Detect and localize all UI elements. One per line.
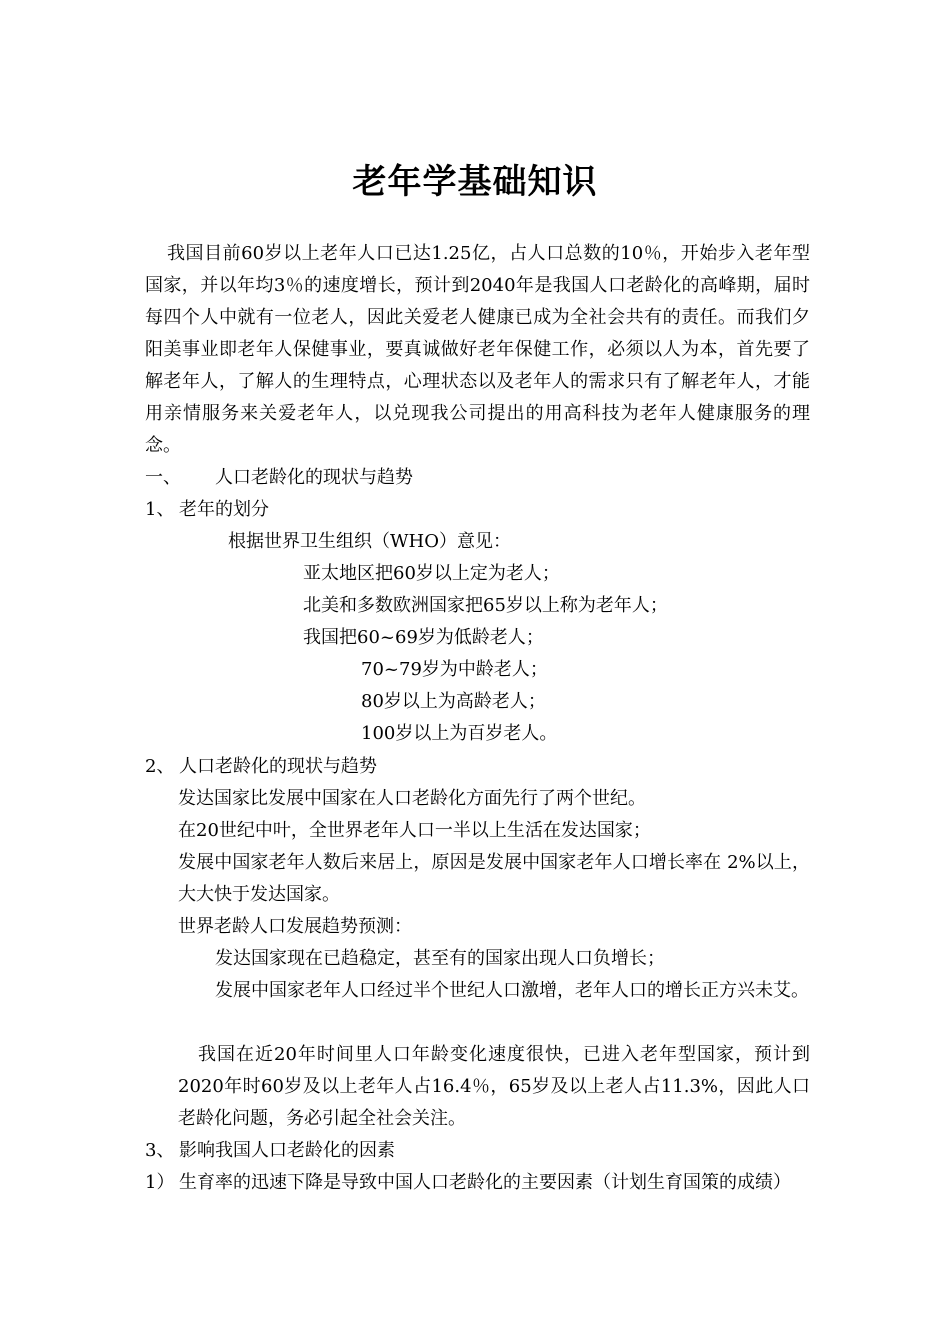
age-line: 北美和多数欧洲国家把65岁以上称为老年人；: [303, 595, 668, 616]
factor-number: 1）: [145, 1172, 175, 1193]
who-lead: 根据世界卫生组织（WHO）意见：: [228, 531, 511, 552]
section-number: 一、: [145, 467, 181, 488]
trend-paragraph: 发展中国家老年人数后来居上，原因是发展中国家老年人口增长率在 2%以上，大大快于发达国家。: [178, 852, 810, 905]
item-heading-2: [145, 751, 377, 783]
item-title: 老年的划分: [179, 499, 269, 520]
forecast-line: 发达国家现在已趋稳定，甚至有的国家出现人口负增长；: [215, 948, 665, 969]
section-heading-1: [145, 462, 413, 494]
trend-paragraph: 在20世纪中叶，全世界老年人口一半以上生活在发达国家；: [178, 820, 651, 841]
age-line: 我国把60~69岁为低龄老人；: [303, 627, 544, 648]
age-subline: 100岁以上为百岁老人。: [361, 723, 558, 744]
item-title: 影响我国人口老龄化的因素: [179, 1140, 395, 1161]
china-paragraph: 我国在近20年时间里人口年龄变化速度很快，已进入老年型国家，预计到2020年时60岁及以上老年人占16.4％，65岁及以上老人占11.3%，因此人口老龄化问题，务必引起全社会关注。: [178, 1044, 810, 1129]
item-number: 1、: [145, 499, 175, 520]
age-subline: 70~79岁为中龄老人；: [361, 659, 548, 680]
item-heading-3: [145, 1135, 395, 1167]
age-line: 亚太地区把60岁以上定为老人；: [303, 563, 560, 584]
age-subline: 80岁以上为高龄老人；: [361, 691, 546, 712]
factor-item-1: [145, 1167, 810, 1199]
page-title: 老年学基础知识: [352, 162, 598, 202]
trend-paragraph: 发达国家比发展中国家在人口老龄化方面先行了两个世纪。: [178, 788, 646, 809]
forecast-lead: 世界老龄人口发展趋势预测：: [178, 916, 412, 937]
item-title: 人口老龄化的现状与趋势: [179, 756, 377, 777]
item-heading-1: [145, 494, 269, 526]
factor-text: 生育率的迅速下降是导致中国人口老龄化的主要因素（计划生育国策的成绩）: [179, 1172, 791, 1193]
item-number: 2、: [145, 756, 175, 777]
intro-paragraph: 我国目前60岁以上老年人口已达1.25亿，占人口总数的10％，开始步入老年型国家，并以年均3％的速度增长，预计到2040年是我国人口老龄化的高峰期，届时每四个人中就有一位老人，因此关爱老人健康已成为全社会共有的责任。而我们夕阳美事业即老年人保健事业，要真诚做好老年保健工作，必须以人为本，首先要了解老年人，了解人的生理特点，心理状态以及老年人的需求只有了解老年人，才能用亲情服务来关爱老年人，以兑现我公司提出的用高科技为老年人健康服务的理念。: [145, 243, 810, 456]
forecast-paragraph: 发展中国家老年人口经过半个世纪人口激增，老年人口的增长正方兴未艾。: [215, 980, 809, 1001]
item-number: 3、: [145, 1140, 175, 1161]
section-title: 人口老龄化的现状与趋势: [215, 467, 413, 488]
